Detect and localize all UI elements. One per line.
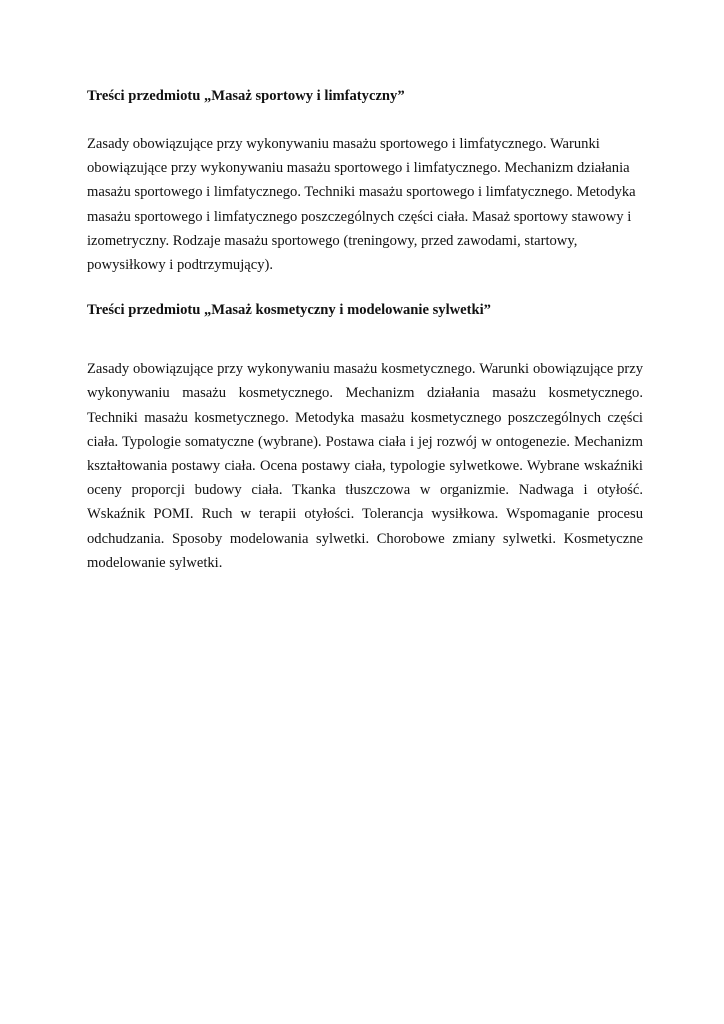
- section-heading-cosmetic-massage: Treści przedmiotu „Masaż kosmetyczny i modelowanie sylwetki”: [87, 302, 491, 319]
- section-body-cosmetic-massage: Zasady obowiązujące przy wykonywaniu masażu kosmetycznego. Warunki obowiązujące przy wykonywaniu masażu kosmetycznego. Mechanizm działania masażu kosmetycznego. Techniki masażu kosmetycznego. Metodyka masażu kosmetycznego poszczególnych części ciała. Typologie somatyczne (wybrane). Postawa ciała i jej rozwój w ontogenezie. Mechanizm kształtowania postawy ciała. Ocena postawy ciała, typologie sylwetkowe. Wybrane wskaźniki oceny proporcji budowy ciała. Tkanka tłuszczowa w organizmie. Nadwaga i otyłość. Wskaźnik POMI. Ruch w terapii otyłości. Tolerancja wysiłkowa. Wspomaganie procesu odchudzania. Sposoby modelowania sylwetki. Chorobowe zmiany sylwetki. Kosmetyczne modelowanie sylwetki.: [87, 361, 643, 571]
- section-body-sports-massage: Zasady obowiązujące przy wykonywaniu masażu sportowego i limfatycznego. Warunki obowiązujące przy wykonywaniu masażu sportowego i limfatycznego. Mechanizm działania masażu sportowego i limfatycznego. Techniki masażu sportowego i limfatycznego. Metodyka masażu sportowego i limfatycznego poszczególnych części ciała. Masaż sportowy stawowy i izometryczny. Rodzaje masażu sportowego (treningowy, przed zawodami, startowy, powysiłkowy i podtrzymujący).: [87, 136, 636, 274]
- section-heading-sports-massage: Treści przedmiotu „Masaż sportowy i limfatyczny”: [87, 88, 405, 104]
- document-page: [87, 84, 643, 575]
